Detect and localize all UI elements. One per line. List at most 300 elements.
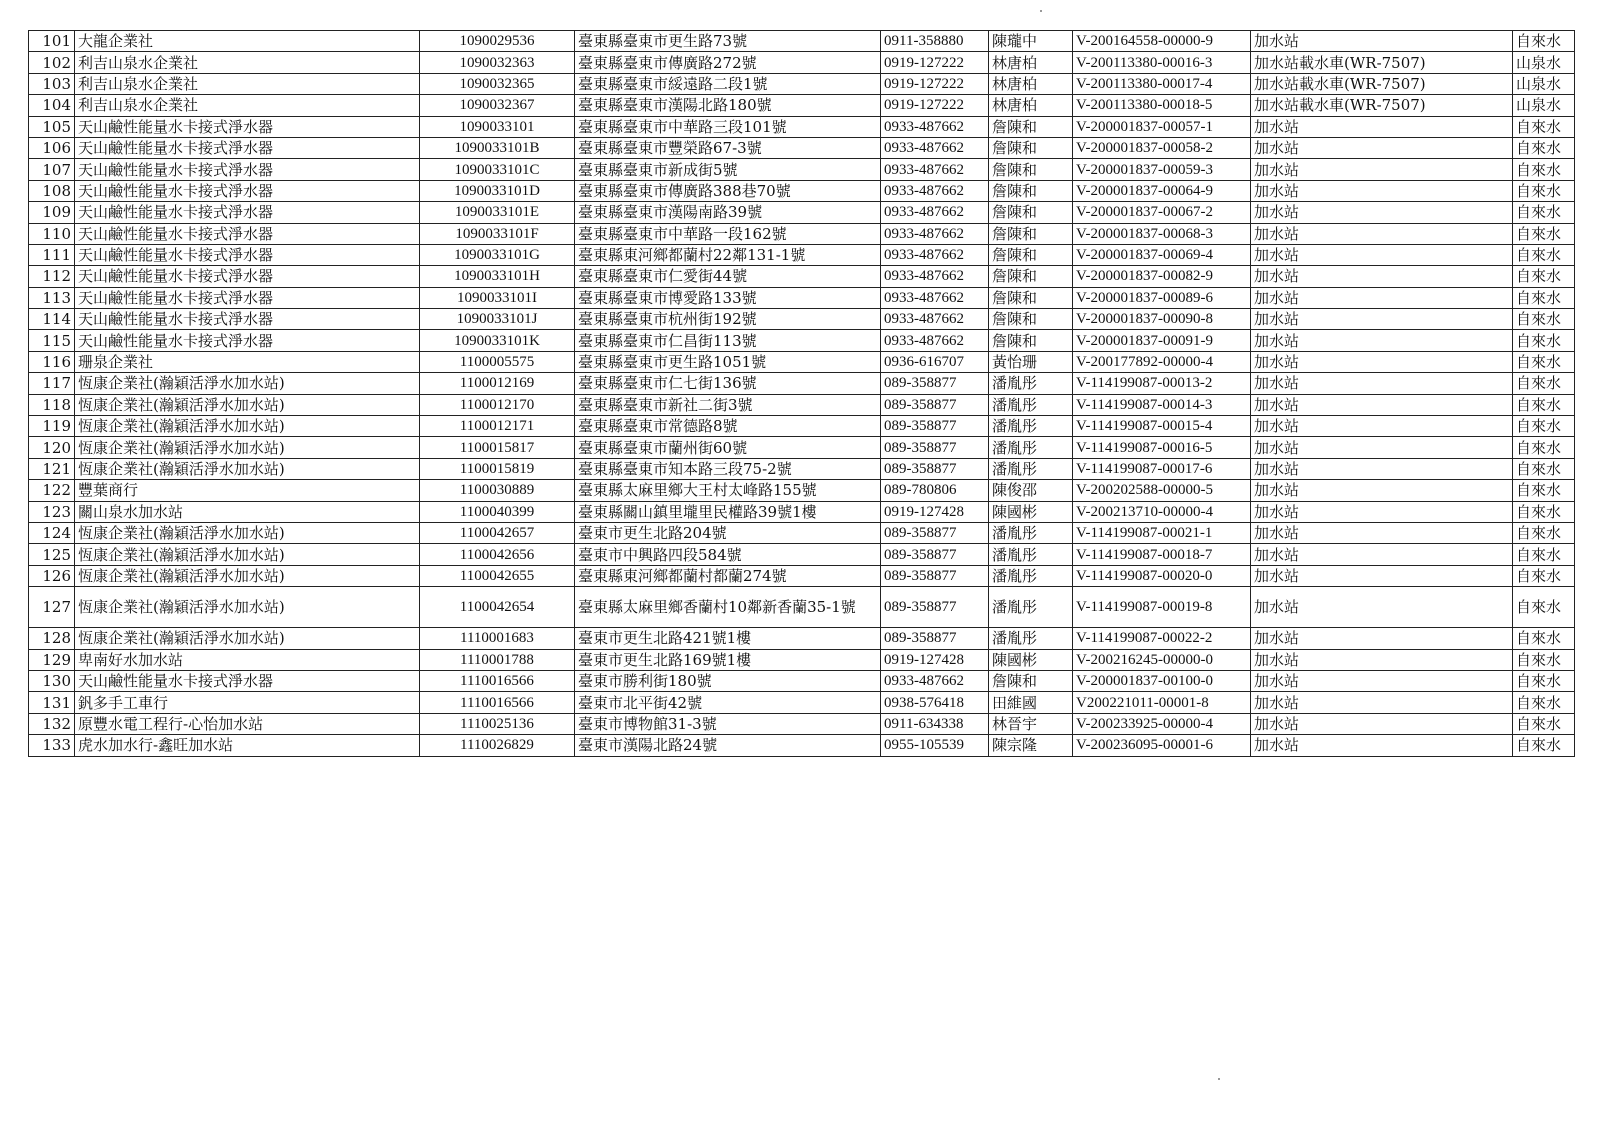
address-cell: 臺東縣太麻里鄉香蘭村10鄰新香蘭35-1號 [575, 587, 881, 628]
registration-code-cell: V-200216245-00000-0 [1073, 649, 1251, 670]
registry-sheet [28, 30, 1575, 757]
owner-name-cell: 詹陳和 [989, 202, 1073, 223]
water-source-cell: 山泉水 [1513, 95, 1575, 116]
license-number-cell: 1090033101D [420, 180, 575, 201]
table-row [29, 522, 1575, 543]
registration-code-cell: V-200113380-00016-3 [1073, 52, 1251, 73]
station-type-cell: 加水站 [1251, 565, 1513, 586]
phone-cell: 0919-127428 [881, 501, 989, 522]
registration-code-cell: V-200177892-00000-4 [1073, 351, 1251, 372]
address-cell: 臺東市漢陽北路24號 [575, 735, 881, 756]
registration-code-cell: V-114199087-00020-0 [1073, 565, 1251, 586]
station-type-cell: 加水站 [1251, 373, 1513, 394]
table-row [29, 394, 1575, 415]
station-type-cell: 加水站載水車(WR-7507) [1251, 73, 1513, 94]
license-number-cell: 1090033101K [420, 330, 575, 351]
station-type-cell: 加水站 [1251, 458, 1513, 479]
business-name-cell: 關山泉水加水站 [75, 501, 420, 522]
business-name-cell: 天山鹼性能量水卡接式淨水器 [75, 244, 420, 265]
business-name-cell: 恆康企業社(瀚穎活淨水加水站) [75, 416, 420, 437]
phone-cell: 089-358877 [881, 587, 989, 628]
table-row [29, 137, 1575, 158]
phone-cell: 0919-127222 [881, 52, 989, 73]
table-row [29, 287, 1575, 308]
phone-cell: 0933-487662 [881, 309, 989, 330]
row-number-cell: 127 [29, 587, 75, 628]
water-source-cell: 自來水 [1513, 159, 1575, 180]
address-cell: 臺東縣臺東市仁七街136號 [575, 373, 881, 394]
water-station-table [28, 30, 1575, 757]
station-type-cell: 加水站 [1251, 287, 1513, 308]
phone-cell: 0933-487662 [881, 330, 989, 351]
water-source-cell: 自來水 [1513, 544, 1575, 565]
license-number-cell: 1110016566 [420, 670, 575, 691]
phone-cell: 0911-634338 [881, 713, 989, 734]
registration-code-cell: V-200001837-00064-9 [1073, 180, 1251, 201]
business-name-cell: 恆康企業社(瀚穎活淨水加水站) [75, 587, 420, 628]
business-name-cell: 天山鹼性能量水卡接式淨水器 [75, 116, 420, 137]
table-row [29, 373, 1575, 394]
owner-name-cell: 詹陳和 [989, 266, 1073, 287]
table-row [29, 351, 1575, 372]
business-name-cell: 虎水加水行-鑫旺加水站 [75, 735, 420, 756]
phone-cell: 089-358877 [881, 565, 989, 586]
license-number-cell: 1100042656 [420, 544, 575, 565]
table-row [29, 159, 1575, 180]
owner-name-cell: 潘胤彤 [989, 628, 1073, 649]
phone-cell: 0933-487662 [881, 244, 989, 265]
water-source-cell: 自來水 [1513, 416, 1575, 437]
address-cell: 臺東市更生北路204號 [575, 522, 881, 543]
table-row [29, 223, 1575, 244]
business-name-cell: 天山鹼性能量水卡接式淨水器 [75, 309, 420, 330]
row-number-cell: 118 [29, 394, 75, 415]
row-number-cell: 119 [29, 416, 75, 437]
station-type-cell: 加水站 [1251, 244, 1513, 265]
license-number-cell: 1090033101G [420, 244, 575, 265]
registration-code-cell: V-200213710-00000-4 [1073, 501, 1251, 522]
license-number-cell: 1110026829 [420, 735, 575, 756]
water-source-cell: 自來水 [1513, 522, 1575, 543]
owner-name-cell: 林唐柏 [989, 52, 1073, 73]
owner-name-cell: 詹陳和 [989, 670, 1073, 691]
license-number-cell: 1100042654 [420, 587, 575, 628]
phone-cell: 089-358877 [881, 373, 989, 394]
owner-name-cell: 陳國彬 [989, 501, 1073, 522]
license-number-cell: 1100040399 [420, 501, 575, 522]
owner-name-cell: 黃怡珊 [989, 351, 1073, 372]
station-type-cell: 加水站載水車(WR-7507) [1251, 52, 1513, 73]
row-number-cell: 123 [29, 501, 75, 522]
address-cell: 臺東市博物館31-3號 [575, 713, 881, 734]
address-cell: 臺東縣臺東市豐榮路67-3號 [575, 137, 881, 158]
address-cell: 臺東縣臺東市中華路三段101號 [575, 116, 881, 137]
station-type-cell: 加水站 [1251, 480, 1513, 501]
water-source-cell: 自來水 [1513, 309, 1575, 330]
business-name-cell: 利吉山泉水企業社 [75, 95, 420, 116]
address-cell: 臺東縣臺東市漢陽南路39號 [575, 202, 881, 223]
license-number-cell: 1110016566 [420, 692, 575, 713]
phone-cell: 0933-487662 [881, 223, 989, 244]
row-number-cell: 130 [29, 670, 75, 691]
water-source-cell: 自來水 [1513, 394, 1575, 415]
table-row [29, 52, 1575, 73]
row-number-cell: 113 [29, 287, 75, 308]
registration-code-cell: V-114199087-00015-4 [1073, 416, 1251, 437]
row-number-cell: 112 [29, 266, 75, 287]
address-cell: 臺東市勝利街180號 [575, 670, 881, 691]
row-number-cell: 108 [29, 180, 75, 201]
business-name-cell: 原豐水電工程行-心怡加水站 [75, 713, 420, 734]
table-row [29, 31, 1575, 52]
table-row [29, 416, 1575, 437]
table-row [29, 544, 1575, 565]
registration-code-cell: V-200113380-00018-5 [1073, 95, 1251, 116]
row-number-cell: 114 [29, 309, 75, 330]
registration-code-cell: V-200001837-00090-8 [1073, 309, 1251, 330]
row-number-cell: 129 [29, 649, 75, 670]
address-cell: 臺東縣太麻里鄉大王村太峰路155號 [575, 480, 881, 501]
table-row [29, 649, 1575, 670]
station-type-cell: 加水站 [1251, 116, 1513, 137]
table-row [29, 713, 1575, 734]
owner-name-cell: 詹陳和 [989, 116, 1073, 137]
business-name-cell: 利吉山泉水企業社 [75, 73, 420, 94]
table-row [29, 266, 1575, 287]
row-number-cell: 106 [29, 137, 75, 158]
registration-code-cell: V-114199087-00018-7 [1073, 544, 1251, 565]
station-type-cell: 加水站 [1251, 501, 1513, 522]
license-number-cell: 1090033101F [420, 223, 575, 244]
table-row [29, 116, 1575, 137]
registration-code-cell: V-200113380-00017-4 [1073, 73, 1251, 94]
registration-code-cell: V-200233925-00000-4 [1073, 713, 1251, 734]
address-cell: 臺東縣臺東市博愛路133號 [575, 287, 881, 308]
table-row [29, 437, 1575, 458]
business-name-cell: 天山鹼性能量水卡接式淨水器 [75, 287, 420, 308]
water-source-cell: 山泉水 [1513, 52, 1575, 73]
water-source-cell: 自來水 [1513, 351, 1575, 372]
owner-name-cell: 林唐柏 [989, 95, 1073, 116]
phone-cell: 0955-105539 [881, 735, 989, 756]
address-cell: 臺東縣臺東市新社二街3號 [575, 394, 881, 415]
business-name-cell: 恆康企業社(瀚穎活淨水加水站) [75, 628, 420, 649]
station-type-cell: 加水站 [1251, 266, 1513, 287]
phone-cell: 0919-127428 [881, 649, 989, 670]
table-row [29, 180, 1575, 201]
owner-name-cell: 潘胤彤 [989, 458, 1073, 479]
phone-cell: 0933-487662 [881, 137, 989, 158]
water-source-cell: 自來水 [1513, 501, 1575, 522]
row-number-cell: 133 [29, 735, 75, 756]
phone-cell: 089-358877 [881, 458, 989, 479]
license-number-cell: 1090033101I [420, 287, 575, 308]
registration-code-cell: V-200001837-00068-3 [1073, 223, 1251, 244]
address-cell: 臺東市更生北路169號1樓 [575, 649, 881, 670]
water-source-cell: 自來水 [1513, 649, 1575, 670]
business-name-cell: 釩多手工車行 [75, 692, 420, 713]
registration-code-cell: V-200236095-00001-6 [1073, 735, 1251, 756]
business-name-cell: 恆康企業社(瀚穎活淨水加水站) [75, 544, 420, 565]
license-number-cell: 1090033101H [420, 266, 575, 287]
owner-name-cell: 詹陳和 [989, 309, 1073, 330]
table-row [29, 692, 1575, 713]
owner-name-cell: 潘胤彤 [989, 587, 1073, 628]
address-cell: 臺東縣臺東市中華路一段162號 [575, 223, 881, 244]
owner-name-cell: 詹陳和 [989, 287, 1073, 308]
station-type-cell: 加水站 [1251, 330, 1513, 351]
station-type-cell: 加水站 [1251, 202, 1513, 223]
station-type-cell: 加水站 [1251, 692, 1513, 713]
address-cell: 臺東縣東河鄉都蘭村22鄰131-1號 [575, 244, 881, 265]
phone-cell: 0933-487662 [881, 159, 989, 180]
business-name-cell: 天山鹼性能量水卡接式淨水器 [75, 180, 420, 201]
registration-code-cell: V-200001837-00058-2 [1073, 137, 1251, 158]
water-source-cell: 自來水 [1513, 223, 1575, 244]
owner-name-cell: 陳國彬 [989, 649, 1073, 670]
water-source-cell: 自來水 [1513, 587, 1575, 628]
scan-speck [1218, 1078, 1220, 1080]
water-source-cell: 自來水 [1513, 692, 1575, 713]
license-number-cell: 1100042655 [420, 565, 575, 586]
business-name-cell: 天山鹼性能量水卡接式淨水器 [75, 266, 420, 287]
license-number-cell: 1110001683 [420, 628, 575, 649]
address-cell: 臺東市更生北路421號1樓 [575, 628, 881, 649]
row-number-cell: 128 [29, 628, 75, 649]
phone-cell: 0933-487662 [881, 287, 989, 308]
table-row [29, 735, 1575, 756]
owner-name-cell: 潘胤彤 [989, 522, 1073, 543]
table-row [29, 670, 1575, 691]
station-type-cell: 加水站載水車(WR-7507) [1251, 95, 1513, 116]
water-source-cell: 自來水 [1513, 713, 1575, 734]
phone-cell: 0933-487662 [881, 670, 989, 691]
license-number-cell: 1090032367 [420, 95, 575, 116]
license-number-cell: 1090033101C [420, 159, 575, 180]
address-cell: 臺東縣臺東市常德路8號 [575, 416, 881, 437]
registration-code-cell: V-114199087-00021-1 [1073, 522, 1251, 543]
business-name-cell: 利吉山泉水企業社 [75, 52, 420, 73]
row-number-cell: 103 [29, 73, 75, 94]
phone-cell: 089-780806 [881, 480, 989, 501]
station-type-cell: 加水站 [1251, 713, 1513, 734]
phone-cell: 089-358877 [881, 628, 989, 649]
phone-cell: 0938-576418 [881, 692, 989, 713]
registration-code-cell: V-114199087-00019-8 [1073, 587, 1251, 628]
table-row [29, 244, 1575, 265]
station-type-cell: 加水站 [1251, 180, 1513, 201]
address-cell: 臺東縣東河鄉都蘭村都蘭274號 [575, 565, 881, 586]
address-cell: 臺東縣臺東市更生路1051號 [575, 351, 881, 372]
business-name-cell: 天山鹼性能量水卡接式淨水器 [75, 137, 420, 158]
registration-code-cell: V-114199087-00013-2 [1073, 373, 1251, 394]
license-number-cell: 1090029536 [420, 31, 575, 52]
station-type-cell: 加水站 [1251, 735, 1513, 756]
water-source-cell: 自來水 [1513, 244, 1575, 265]
water-source-cell: 自來水 [1513, 31, 1575, 52]
registration-code-cell: V-200001837-00091-9 [1073, 330, 1251, 351]
station-type-cell: 加水站 [1251, 223, 1513, 244]
phone-cell: 089-358877 [881, 437, 989, 458]
row-number-cell: 110 [29, 223, 75, 244]
table-body [29, 31, 1575, 757]
table-row [29, 73, 1575, 94]
station-type-cell: 加水站 [1251, 351, 1513, 372]
business-name-cell: 豐葉商行 [75, 480, 420, 501]
row-number-cell: 125 [29, 544, 75, 565]
registration-code-cell: V-200001837-00057-1 [1073, 116, 1251, 137]
water-source-cell: 自來水 [1513, 266, 1575, 287]
station-type-cell: 加水站 [1251, 394, 1513, 415]
address-cell: 臺東縣臺東市仁昌街113號 [575, 330, 881, 351]
address-cell: 臺東縣臺東市傳廣路272號 [575, 52, 881, 73]
row-number-cell: 115 [29, 330, 75, 351]
owner-name-cell: 林晉宇 [989, 713, 1073, 734]
station-type-cell: 加水站 [1251, 137, 1513, 158]
address-cell: 臺東縣關山鎮里壠里民權路39號1樓 [575, 501, 881, 522]
table-row [29, 587, 1575, 628]
row-number-cell: 107 [29, 159, 75, 180]
water-source-cell: 自來水 [1513, 330, 1575, 351]
registration-code-cell: V-114199087-00017-6 [1073, 458, 1251, 479]
water-source-cell: 自來水 [1513, 373, 1575, 394]
registration-code-cell: V200221011-00001-8 [1073, 692, 1251, 713]
owner-name-cell: 林唐柏 [989, 73, 1073, 94]
owner-name-cell: 詹陳和 [989, 159, 1073, 180]
row-number-cell: 131 [29, 692, 75, 713]
water-source-cell: 自來水 [1513, 458, 1575, 479]
row-number-cell: 117 [29, 373, 75, 394]
business-name-cell: 天山鹼性能量水卡接式淨水器 [75, 159, 420, 180]
row-number-cell: 120 [29, 437, 75, 458]
row-number-cell: 132 [29, 713, 75, 734]
water-source-cell: 自來水 [1513, 565, 1575, 586]
address-cell: 臺東縣臺東市綏遠路二段1號 [575, 73, 881, 94]
license-number-cell: 1100015819 [420, 458, 575, 479]
scan-speck [1040, 10, 1042, 12]
row-number-cell: 102 [29, 52, 75, 73]
table-row [29, 501, 1575, 522]
license-number-cell: 1100012171 [420, 416, 575, 437]
water-source-cell: 自來水 [1513, 735, 1575, 756]
address-cell: 臺東縣臺東市更生路73號 [575, 31, 881, 52]
registration-code-cell: V-200001837-00100-0 [1073, 670, 1251, 691]
row-number-cell: 111 [29, 244, 75, 265]
registration-code-cell: V-200001837-00082-9 [1073, 266, 1251, 287]
station-type-cell: 加水站 [1251, 649, 1513, 670]
license-number-cell: 1100012170 [420, 394, 575, 415]
address-cell: 臺東縣臺東市仁愛街44號 [575, 266, 881, 287]
business-name-cell: 恆康企業社(瀚穎活淨水加水站) [75, 437, 420, 458]
row-number-cell: 124 [29, 522, 75, 543]
registration-code-cell: V-114199087-00022-2 [1073, 628, 1251, 649]
row-number-cell: 105 [29, 116, 75, 137]
phone-cell: 089-358877 [881, 394, 989, 415]
table-row [29, 458, 1575, 479]
registration-code-cell: V-200001837-00069-4 [1073, 244, 1251, 265]
business-name-cell: 恆康企業社(瀚穎活淨水加水站) [75, 458, 420, 479]
owner-name-cell: 潘胤彤 [989, 565, 1073, 586]
water-source-cell: 自來水 [1513, 287, 1575, 308]
registration-code-cell: V-114199087-00014-3 [1073, 394, 1251, 415]
owner-name-cell: 詹陳和 [989, 180, 1073, 201]
water-source-cell: 自來水 [1513, 202, 1575, 223]
table-row [29, 309, 1575, 330]
phone-cell: 0933-487662 [881, 180, 989, 201]
registration-code-cell: V-200001837-00067-2 [1073, 202, 1251, 223]
address-cell: 臺東縣臺東市蘭州街60號 [575, 437, 881, 458]
water-source-cell: 自來水 [1513, 437, 1575, 458]
registration-code-cell: V-114199087-00016-5 [1073, 437, 1251, 458]
business-name-cell: 天山鹼性能量水卡接式淨水器 [75, 223, 420, 244]
water-source-cell: 自來水 [1513, 116, 1575, 137]
row-number-cell: 109 [29, 202, 75, 223]
owner-name-cell: 詹陳和 [989, 223, 1073, 244]
owner-name-cell: 田維國 [989, 692, 1073, 713]
registration-code-cell: V-200202588-00000-5 [1073, 480, 1251, 501]
row-number-cell: 116 [29, 351, 75, 372]
owner-name-cell: 潘胤彤 [989, 394, 1073, 415]
owner-name-cell: 詹陳和 [989, 244, 1073, 265]
owner-name-cell: 潘胤彤 [989, 416, 1073, 437]
license-number-cell: 1100042657 [420, 522, 575, 543]
owner-name-cell: 潘胤彤 [989, 544, 1073, 565]
station-type-cell: 加水站 [1251, 628, 1513, 649]
table-row [29, 480, 1575, 501]
row-number-cell: 121 [29, 458, 75, 479]
owner-name-cell: 潘胤彤 [989, 437, 1073, 458]
owner-name-cell: 陳宗隆 [989, 735, 1073, 756]
license-number-cell: 1090033101J [420, 309, 575, 330]
water-source-cell: 自來水 [1513, 137, 1575, 158]
license-number-cell: 1090033101 [420, 116, 575, 137]
license-number-cell: 1100015817 [420, 437, 575, 458]
phone-cell: 0933-487662 [881, 266, 989, 287]
owner-name-cell: 陳俊邵 [989, 480, 1073, 501]
phone-cell: 0933-487662 [881, 202, 989, 223]
license-number-cell: 1090033101E [420, 202, 575, 223]
business-name-cell: 恆康企業社(瀚穎活淨水加水站) [75, 522, 420, 543]
station-type-cell: 加水站 [1251, 159, 1513, 180]
license-number-cell: 1110001788 [420, 649, 575, 670]
station-type-cell: 加水站 [1251, 416, 1513, 437]
address-cell: 臺東縣臺東市杭州街192號 [575, 309, 881, 330]
station-type-cell: 加水站 [1251, 670, 1513, 691]
row-number-cell: 104 [29, 95, 75, 116]
table-row [29, 565, 1575, 586]
registration-code-cell: V-200164558-00000-9 [1073, 31, 1251, 52]
table-row [29, 628, 1575, 649]
phone-cell: 089-358877 [881, 544, 989, 565]
address-cell: 臺東市北平街42號 [575, 692, 881, 713]
address-cell: 臺東縣臺東市新成街5號 [575, 159, 881, 180]
phone-cell: 0933-487662 [881, 116, 989, 137]
station-type-cell: 加水站 [1251, 309, 1513, 330]
business-name-cell: 卑南好水加水站 [75, 649, 420, 670]
table-row [29, 95, 1575, 116]
phone-cell: 0936-616707 [881, 351, 989, 372]
phone-cell: 0919-127222 [881, 73, 989, 94]
address-cell: 臺東縣臺東市傳廣路388巷70號 [575, 180, 881, 201]
registration-code-cell: V-200001837-00059-3 [1073, 159, 1251, 180]
phone-cell: 089-358877 [881, 522, 989, 543]
water-source-cell: 自來水 [1513, 670, 1575, 691]
table-row [29, 330, 1575, 351]
license-number-cell: 1100012169 [420, 373, 575, 394]
address-cell: 臺東縣臺東市漢陽北路180號 [575, 95, 881, 116]
business-name-cell: 恆康企業社(瀚穎活淨水加水站) [75, 394, 420, 415]
business-name-cell: 恆康企業社(瀚穎活淨水加水站) [75, 373, 420, 394]
